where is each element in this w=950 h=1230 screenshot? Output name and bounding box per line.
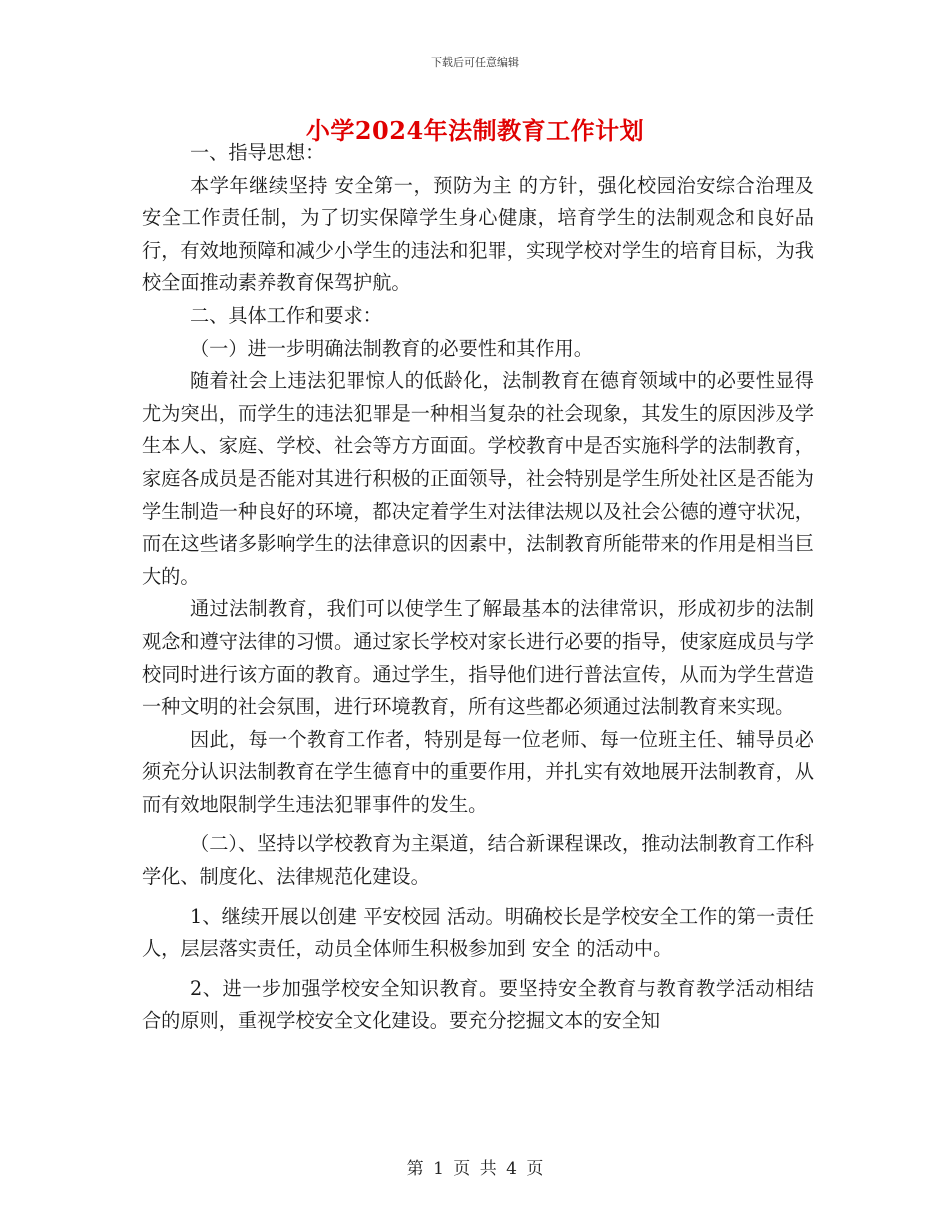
paragraph-item-2: 2、进一步加强学校安全知识教育。要坚持安全教育与教育教学活动相结合的原则，重视学校安全文化建设。要充分挖掘文本的安全知 xyxy=(142,976,814,1033)
heading-guiding-thought: 一、指导思想： xyxy=(190,141,325,164)
subheading-section-1: （一）进一步明确法制教育的必要性和其作用。 xyxy=(190,336,593,360)
document-title: 小学2024年法制教育工作计划 xyxy=(305,116,645,145)
header-note: 下载后可任意编辑 xyxy=(431,56,519,69)
heading-specific-work: 二、具体工作和要求： xyxy=(190,303,382,327)
document-body xyxy=(142,137,814,1038)
paragraph-guiding-thought: 本学年继续坚持 安全第一，预防为主 的方针，强化校园治安综合治理及安全工作责任制，为了切实保障学生身心健康，培育学生的法制观念和良好品行，有效地预障和减少小学生的违法和犯罪，实现学校对学生的培育目标，为我校全面推动素养教育保驾护航。 xyxy=(142,173,814,295)
paragraph-through-education: 通过法制教育，我们可以使学生了解最基本的法律常识，形成初步的法制观念和遵守法律的习惯。通过家长学校对家长进行必要的指导，使家庭成员与学校同时进行该方面的教育。通过学生，指导他们进行普法宣传，从而为学生营造一种文明的社会氛围，进行环境教育，所有这些都必须通过法制教育来实现。 xyxy=(142,597,814,719)
paragraph-item-1: 1、继续开展以创建 平安校园 活动。明确校长是学校安全工作的第一责任人，层层落实责任，动员全体师生积极参加到 安全 的活动中。 xyxy=(142,904,814,961)
page-number: 第 1 页 共 4 页 xyxy=(406,1159,544,1179)
paragraph-therefore: 因此，每一个教育工作者，特别是每一位老师、每一位班主任、辅导员必须充分认识法制教育在学生德育中的重要作用，并扎实有效地展开法制教育，从而有效地限制学生违法犯罪事件的发生。 xyxy=(142,727,814,816)
subheading-section-2: （二）、坚持以学校教育为主渠道，结合新课程课改，推动法制教育工作科学化、制度化、法律规范化建设。 xyxy=(142,832,814,889)
paragraph-necessity: 随着社会上违法犯罪惊人的低龄化，法制教育在德育领域中的必要性显得尤为突出，而学生的违法犯罪是一种相当复杂的社会现象，其发生的原因涉及学生本人、家庭、学校、社会等方方面面。学校教育中是否实施科学的法制教育，家庭各成员是否能对其进行积极的正面领导，社会特别是学生所处社区是否能为学生制造一种良好的环境，都决定着学生对法律法规以及社会公德的遵守状况，而在这些诸多影响学生的法律意识的因素中，法制教育所能带来的作用是相当巨大的。 xyxy=(142,369,814,588)
